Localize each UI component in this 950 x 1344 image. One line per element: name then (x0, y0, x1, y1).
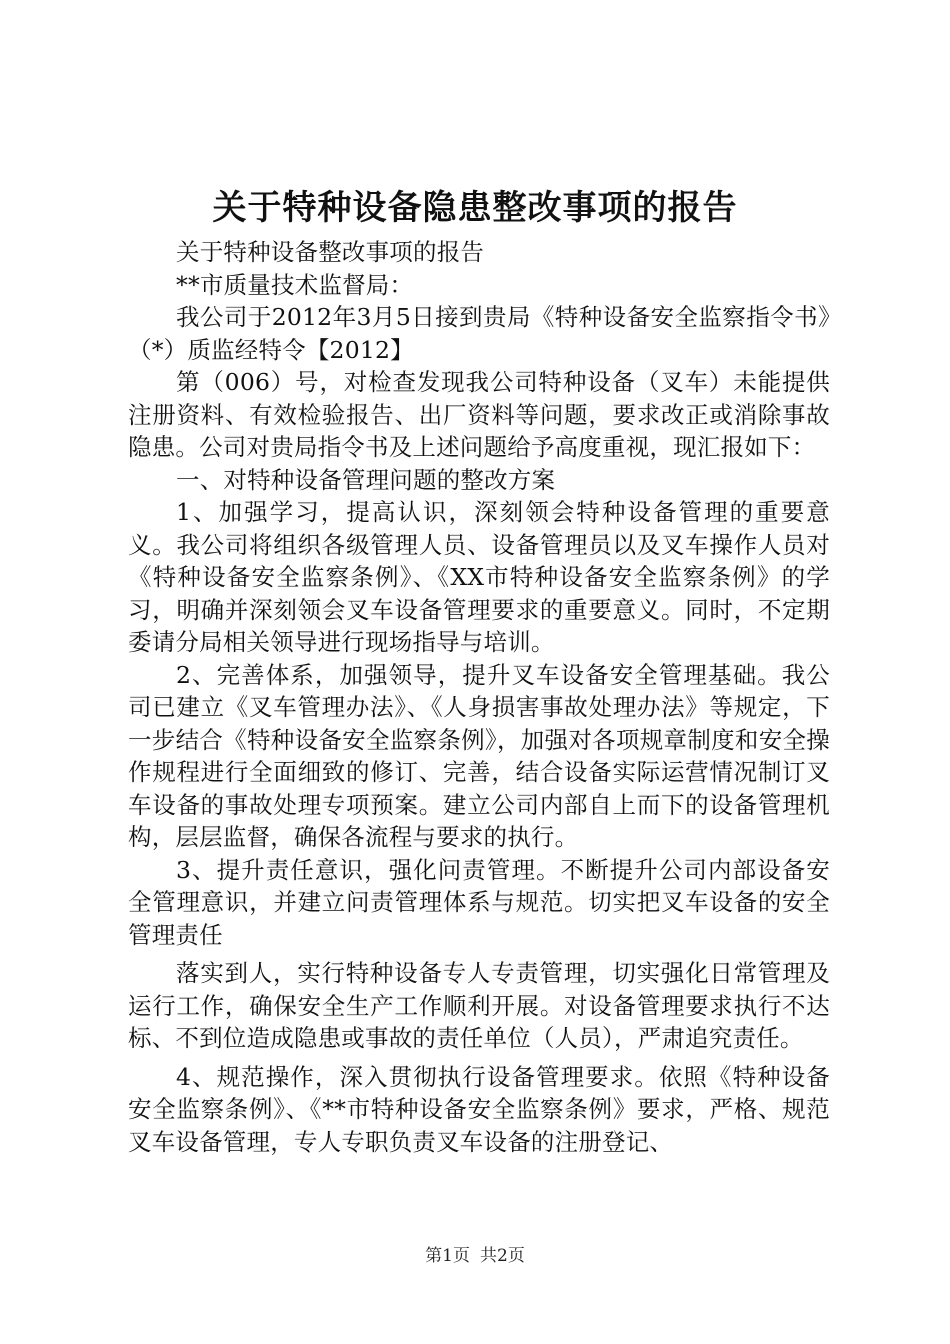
page-number: 第1页 (425, 1246, 470, 1266)
paragraph-order-number: 第（006）号，对检查发现我公司特种设备（叉车）未能提供注册资料、有效检验报告、出厂资料等问题，要求改正或消除事故隐患。公司对贵局指令书及上述问题给予高度重视，现汇报如下： (128, 368, 830, 461)
document-body (128, 236, 830, 1158)
page-footer (0, 1245, 950, 1267)
page-total: 共2页 (480, 1246, 525, 1266)
paragraph-item-3-continued: 落实到人，实行特种设备专人专责管理，切实强化日常管理及运行工作，确保安全生产工作顺利开展。对设备管理要求执行不达标、不到位造成隐患或事故的责任单位（人员），严肃追究责任。 (128, 959, 830, 1052)
paragraph-addressee: **市质量技术监督局： (176, 270, 414, 299)
paragraph-item-3: 3、提升责任意识，强化问责管理。不断提升公司内部设备安全管理意识，并建立问责管理体系与规范。切实把叉车设备的安全管理责任 (128, 855, 830, 949)
paragraph-intro: 我公司于2012年3月5日接到贵局《特种设备安全监察指令书》（*）质监经特令【2012】 (128, 303, 830, 364)
paragraph-item-1: 1、加强学习，提高认识，深刻领会特种设备管理的重要意义。我公司将组织各级管理人员、设备管理员以及叉车操作人员对《特种设备安全监察条例》、《XX市特种设备安全监察条例》的学习，明确并深刻领会叉车设备管理要求的重要意义。同时，不定期委请分局相关领导进行现场指导与培训。 (128, 498, 830, 656)
document-title: 关于特种设备隐患整改事项的报告 (212, 188, 738, 228)
paragraph-section-heading: 一、对特种设备管理问题的整改方案 (176, 465, 556, 494)
paragraph-item-2: 2、完善体系，加强领导，提升叉车设备安全管理基础。我公司已建立《叉车管理办法》、《人身损害事故处理办法》等规定，下一步结合《特种设备安全监察条例》，加强对各项规章制度和安全操作规程进行全面细致的修订、完善，结合设备实际运营情况制订叉车设备的事故处理专项预案。建立公司内部自上而下的设备管理机构，层层监督，确保各流程与要求的执行。 (128, 660, 830, 851)
paragraph-subtitle: 关于特种设备整改事项的报告 (176, 238, 485, 266)
paragraph-item-4: 4、规范操作，深入贯彻执行设备管理要求。依照《特种设备安全监察条例》、《**市特种设备安全监察条例》要求，严格、规范叉车设备管理，专人专职负责叉车设备的注册登记、 (128, 1062, 830, 1156)
